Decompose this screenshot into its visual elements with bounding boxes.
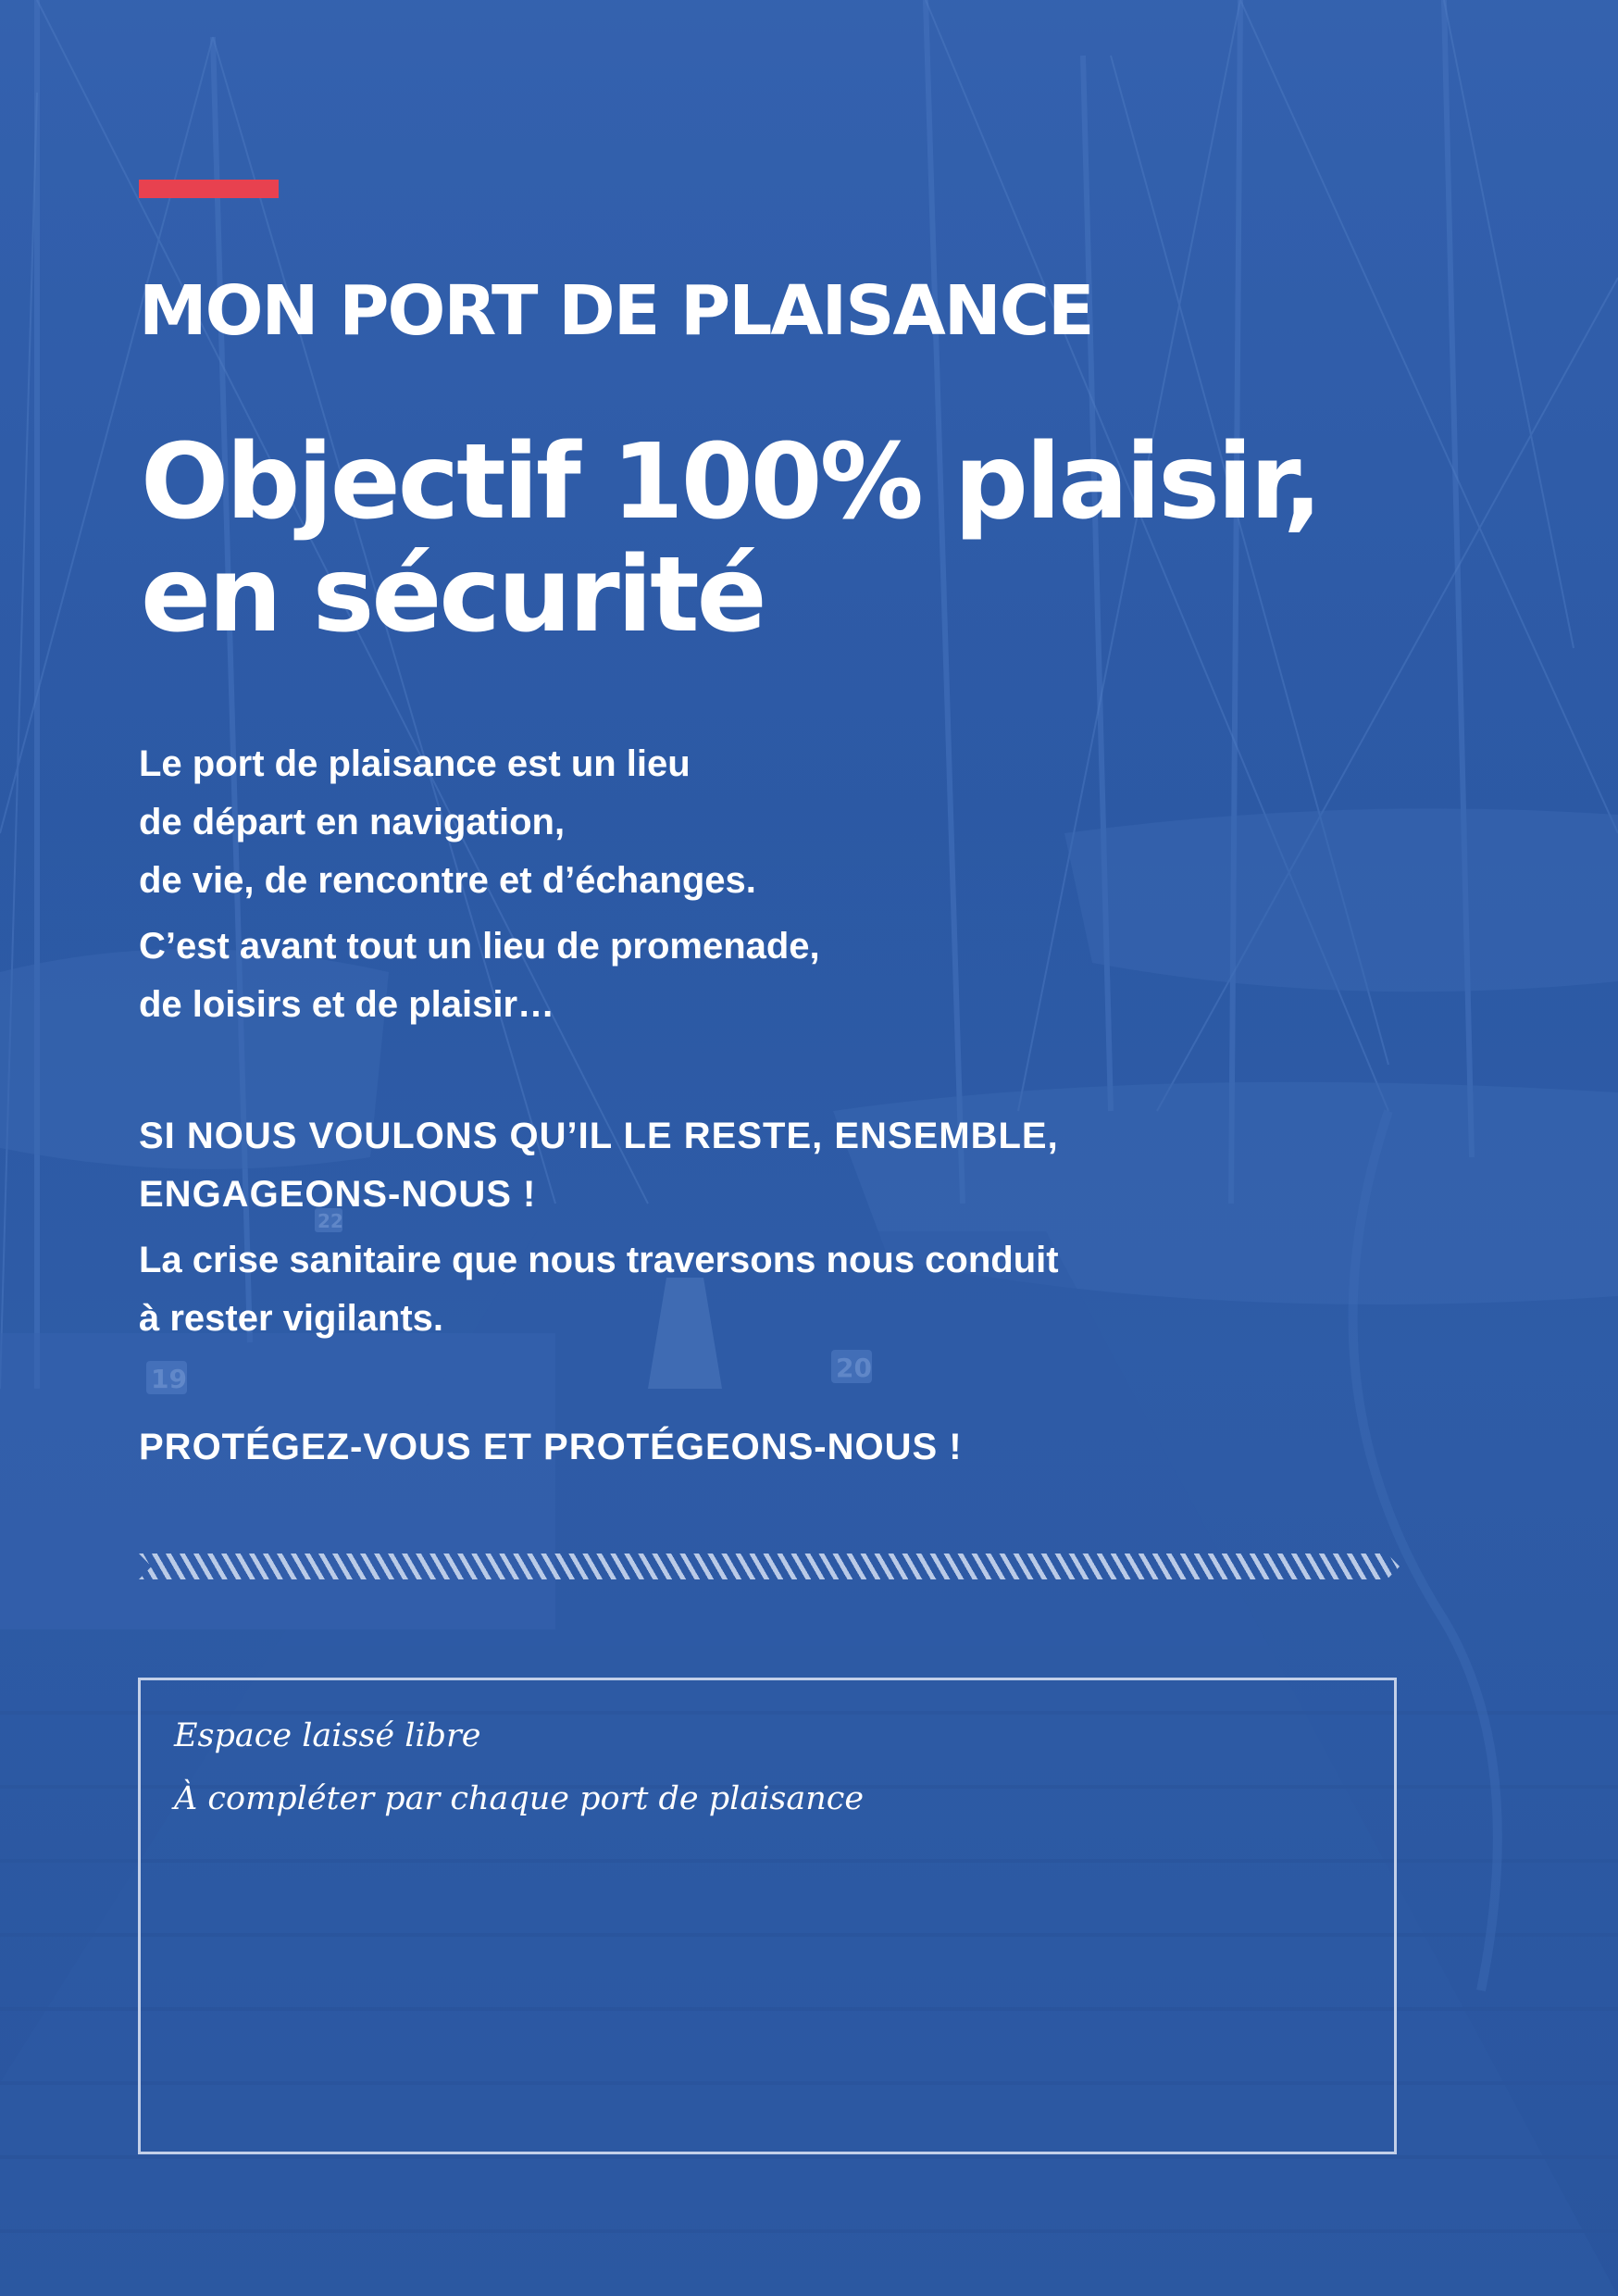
call-body-line: La crise sanitaire que nous traversons nous conduit bbox=[139, 1240, 1059, 1280]
intro-line: Le port de plaisance est un lieu bbox=[139, 743, 691, 784]
call-body-line: à rester vigilants. bbox=[139, 1298, 444, 1339]
photo-label-19: 19 bbox=[151, 1364, 187, 1394]
kicker-title: MON PORT DE PLAISANCE bbox=[139, 271, 1093, 351]
photo-label-22: 22 bbox=[317, 1210, 343, 1232]
headline-line-2: en sécurité bbox=[141, 535, 765, 655]
intro-line: de départ en navigation, bbox=[139, 802, 566, 842]
intro-line: de vie, de rencontre et d’échanges. bbox=[139, 860, 756, 901]
intro-paragraph-1 bbox=[139, 735, 1342, 910]
protect-slogan: PROTÉGEZ-VOUS ET PROTÉGEONS-NOUS ! bbox=[139, 1427, 963, 1467]
call-title bbox=[139, 1107, 1435, 1224]
red-accent-bar bbox=[139, 180, 279, 198]
rope-divider bbox=[139, 1554, 1400, 1579]
intro-text bbox=[139, 735, 1342, 1034]
call-to-action bbox=[139, 1107, 1435, 1348]
free-space-line-2: À compléter par chaque port de plaisance bbox=[174, 1780, 865, 1817]
headline-line-1: Objectif 100% plaisir, bbox=[141, 422, 1320, 543]
intro-line: C’est avant tout un lieu de promenade, bbox=[139, 926, 820, 967]
free-space-line-1: Espace laissé libre bbox=[174, 1717, 481, 1754]
call-title-line: SI NOUS VOULONS QU’IL LE RESTE, ENSEMBLE, bbox=[139, 1116, 1059, 1156]
call-body bbox=[139, 1231, 1435, 1348]
photo-label-20: 20 bbox=[836, 1353, 872, 1383]
intro-line: de loisirs et de plaisir… bbox=[139, 984, 555, 1025]
call-title-line: ENGAGEONS-NOUS ! bbox=[139, 1174, 537, 1215]
headline bbox=[141, 422, 1320, 655]
free-space-box bbox=[138, 1678, 1397, 2154]
intro-paragraph-2 bbox=[139, 917, 1342, 1034]
